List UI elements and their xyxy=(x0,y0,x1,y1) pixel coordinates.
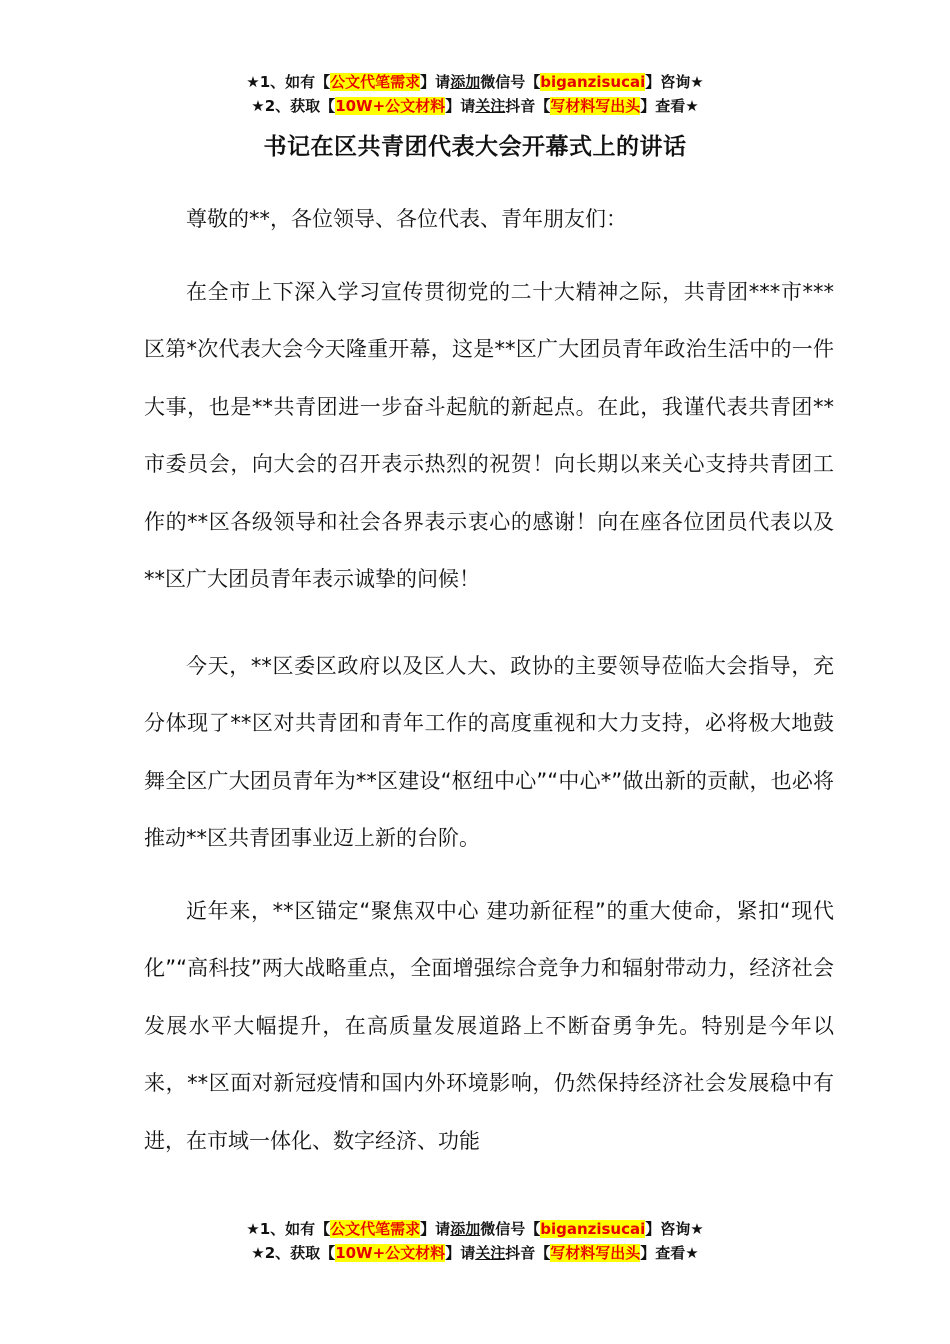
promo-text: 抖音【 xyxy=(505,97,551,115)
body-paragraph: 今天，**区委区政府以及区人大、政协的主要领导莅临大会指导，充分体现了**区对共青团和青年工作的高度重视和大力支持，必将极大地鼓舞全区广大团员青年为**区建设“枢纽中心”“中心*”做出新的贡献，也必将推动**区共青团事业迈上新的台阶。 xyxy=(144,653,834,850)
promo-text: 微信号【 xyxy=(480,1220,541,1238)
promo-text: 抖音【 xyxy=(505,1244,551,1262)
promo-highlight: 公文代笔需求 xyxy=(330,73,421,91)
salutation-paragraph: 尊敬的**，各位领导、各位代表、青年朋友们： xyxy=(186,207,627,231)
promo-highlight: 公文代笔需求 xyxy=(330,1220,421,1238)
promo-line-1 xyxy=(0,1217,950,1241)
promo-text: 】请 xyxy=(445,1244,476,1262)
promo-text: 】咨询★ xyxy=(645,1220,704,1238)
promo-text: 】咨询★ xyxy=(645,73,704,91)
promo-text: 微信号【 xyxy=(480,73,541,91)
promo-banner-bottom xyxy=(0,1217,950,1265)
promo-wechat-id: biganzisucai xyxy=(540,1220,646,1238)
body-paragraph: 近年来，**区锚定“聚焦双中心 建功新征程”的重大使命，紧扣“现代化”“高科技”两大战略重点，全面增强综合竞争力和辐射带动力，经济社会发展水平大幅提升，在高质量发展道路上不断奋勇争先。特别是今年以来，**区面对新冠疫情和国内外环境影响，仍然保持经济社会发展稳中有进，在市域一体化、数字经济、功能 xyxy=(144,898,834,1153)
promo-douyin-id: 写材料写出头 xyxy=(550,1244,641,1262)
promo-underlined: 关注 xyxy=(475,97,506,115)
promo-text: ★1、如有【 xyxy=(246,1220,331,1238)
promo-text: ★1、如有【 xyxy=(246,73,331,91)
promo-text: 】请 xyxy=(420,73,451,91)
promo-douyin-id: 写材料写出头 xyxy=(550,97,641,115)
promo-line-1 xyxy=(0,70,950,94)
document-body xyxy=(144,191,834,1170)
promo-highlight: 10W+公文材料 xyxy=(335,97,446,115)
promo-highlight: 10W+公文材料 xyxy=(335,1244,446,1262)
promo-underlined: 关注 xyxy=(475,1244,506,1262)
promo-text: 】查看★ xyxy=(640,97,699,115)
promo-banner-top xyxy=(0,70,950,118)
promo-text: 】查看★ xyxy=(640,1244,699,1262)
promo-text: ★2、获取【 xyxy=(251,1244,336,1262)
document-title: 书记在区共青团代表大会开幕式上的讲话 xyxy=(263,134,687,160)
promo-line-2 xyxy=(0,94,950,118)
promo-text: ★2、获取【 xyxy=(251,97,336,115)
promo-text: 】请 xyxy=(445,97,476,115)
promo-wechat-id: biganzisucai xyxy=(540,73,646,91)
body-paragraph: 在全市上下深入学习宣传贯彻党的二十大精神之际，共青团***市***区第*次代表大会今天隆重开幕，这是**区广大团员青年政治生活中的一件大事，也是**共青团进一步奋斗起航的新起点。在此，我谨代表共青团**市委员会，向大会的召开表示热烈的祝贺！向长期以来关心支持共青团工作的**区各级领导和社会各界表示衷心的感谢！向在座各位团员代表以及**区广大团员青年表示诚挚的问候！ xyxy=(144,279,834,591)
promo-underlined: 添加 xyxy=(450,73,481,91)
promo-line-2 xyxy=(0,1241,950,1265)
promo-underlined: 添加 xyxy=(450,1220,481,1238)
promo-text: 】请 xyxy=(420,1220,451,1238)
